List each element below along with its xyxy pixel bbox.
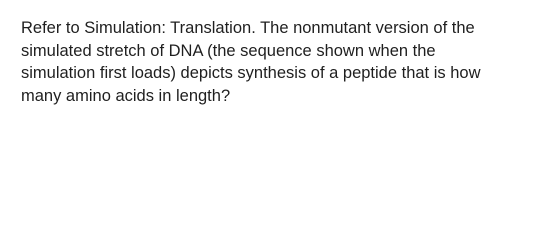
question-line-3: simulation first loads) depicts synthesis of a peptide that is how (21, 64, 481, 82)
question-text (21, 17, 538, 107)
question-line-4: many amino acids in length? (21, 86, 231, 105)
question-line-1: Refer to Simulation: Translation. The nonmutant version of the (21, 19, 475, 37)
question-line-2: simulated stretch of DNA (the sequence shown when the (21, 41, 436, 60)
